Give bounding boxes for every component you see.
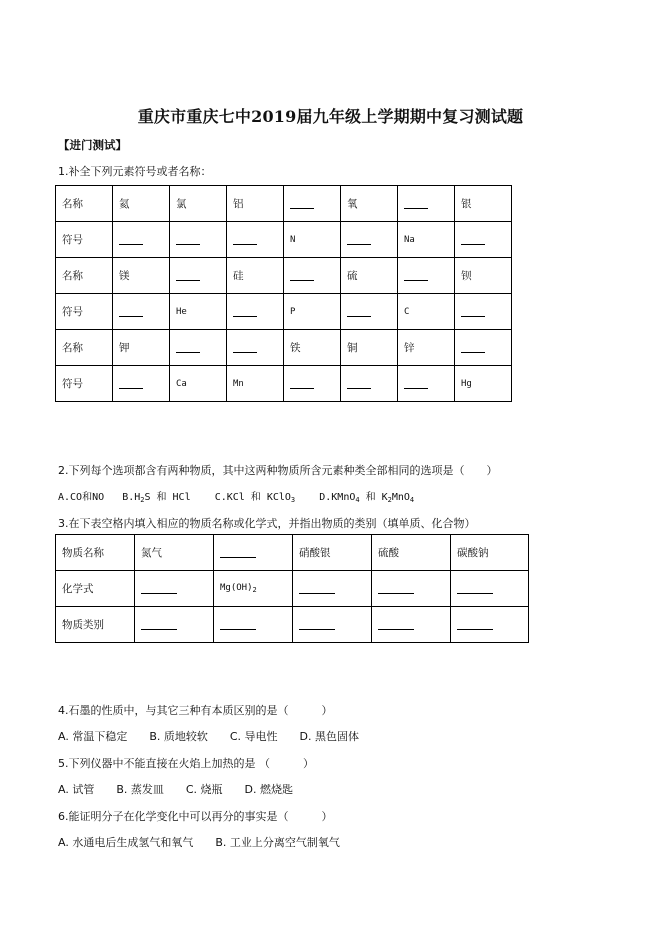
table-cell: 铝 bbox=[227, 186, 284, 222]
table-cell: 符号 bbox=[56, 366, 113, 402]
fill-blank[interactable] bbox=[119, 377, 143, 389]
substance-table bbox=[55, 534, 529, 643]
table-cell bbox=[398, 258, 455, 294]
table-cell bbox=[451, 571, 529, 607]
fill-blank[interactable] bbox=[141, 618, 177, 630]
table-row bbox=[56, 186, 512, 222]
table-cell bbox=[135, 607, 214, 643]
fill-blank[interactable] bbox=[233, 305, 257, 317]
q2-options bbox=[58, 488, 414, 504]
table-cell: 符号 bbox=[56, 222, 113, 258]
fill-blank[interactable] bbox=[290, 197, 314, 209]
table-cell: 氯 bbox=[170, 186, 227, 222]
fill-blank[interactable] bbox=[176, 269, 200, 281]
fill-blank[interactable] bbox=[176, 341, 200, 353]
table-cell bbox=[455, 222, 512, 258]
q3-prompt: 3.在下表空格内填入相应的物质名称或化学式，并指出物质的类别（填单质、化合物） bbox=[58, 517, 476, 530]
table-cell bbox=[227, 294, 284, 330]
table-cell bbox=[135, 571, 214, 607]
table-cell: 铜 bbox=[341, 330, 398, 366]
table-cell: $Mg(OH)_2$ bbox=[214, 571, 293, 607]
fill-blank[interactable] bbox=[290, 269, 314, 281]
fill-blank[interactable] bbox=[404, 197, 428, 209]
fill-blank[interactable] bbox=[119, 305, 143, 317]
table-cell bbox=[113, 222, 170, 258]
fill-blank[interactable] bbox=[299, 582, 335, 594]
table-cell bbox=[455, 294, 512, 330]
table-cell bbox=[170, 330, 227, 366]
fill-blank[interactable] bbox=[461, 233, 485, 245]
element-table bbox=[55, 185, 512, 402]
table-cell: 物质类别 bbox=[56, 607, 135, 643]
fill-blank[interactable] bbox=[119, 233, 143, 245]
table-cell bbox=[284, 366, 341, 402]
fill-blank[interactable] bbox=[220, 546, 256, 558]
table-cell: 名称 bbox=[56, 186, 113, 222]
table-cell: 氮气 bbox=[135, 535, 214, 571]
table-cell: He bbox=[170, 294, 227, 330]
table-cell: 硫酸 bbox=[372, 535, 451, 571]
table-row bbox=[56, 366, 512, 402]
q5-options: A. 试管 B. 蒸发皿 C. 烧瓶 D. 燃烧匙 bbox=[58, 783, 294, 796]
table-cell: 氦 bbox=[113, 186, 170, 222]
table-cell bbox=[341, 222, 398, 258]
fill-blank[interactable] bbox=[347, 377, 371, 389]
fill-blank[interactable] bbox=[461, 341, 485, 353]
table-cell: P bbox=[284, 294, 341, 330]
q1-prompt: 1.补全下列元素符号或者名称： bbox=[58, 165, 212, 178]
table-row bbox=[56, 607, 529, 643]
table-cell bbox=[451, 607, 529, 643]
table-cell: 钡 bbox=[455, 258, 512, 294]
page-title: 重庆市重庆七中2019届九年级上学期期中复习测试题 bbox=[137, 107, 524, 126]
table-cell bbox=[372, 607, 451, 643]
table-cell bbox=[113, 366, 170, 402]
table-row bbox=[56, 222, 512, 258]
fill-blank[interactable] bbox=[461, 305, 485, 317]
table-cell bbox=[227, 222, 284, 258]
q2-option-c: C.KCl 和 KClO$_3$ bbox=[214, 492, 296, 504]
table-cell: 化学式 bbox=[56, 571, 135, 607]
table-cell bbox=[398, 186, 455, 222]
table-cell bbox=[341, 366, 398, 402]
q2-option-d: D.KMnO$_4$ 和 $K_2MnO_4$ bbox=[319, 492, 415, 504]
table-cell: C bbox=[398, 294, 455, 330]
table-row bbox=[56, 535, 529, 571]
q4-prompt: 4.石墨的性质中，与其它三种有本质区别的是（ ） bbox=[58, 704, 333, 717]
fill-blank[interactable] bbox=[220, 618, 256, 630]
table-cell: Na bbox=[398, 222, 455, 258]
table-cell bbox=[293, 607, 372, 643]
fill-blank[interactable] bbox=[378, 618, 414, 630]
table-cell bbox=[113, 294, 170, 330]
table-cell: 碳酸钠 bbox=[451, 535, 529, 571]
table-cell: 氧 bbox=[341, 186, 398, 222]
table-cell: 铁 bbox=[284, 330, 341, 366]
fill-blank[interactable] bbox=[378, 582, 414, 594]
table-cell bbox=[293, 571, 372, 607]
q6-prompt: 6.能证明分子在化学变化中可以再分的事实是（ ） bbox=[58, 810, 333, 823]
fill-blank[interactable] bbox=[457, 618, 493, 630]
table-cell: 硫 bbox=[341, 258, 398, 294]
table-cell: Ca bbox=[170, 366, 227, 402]
q5-prompt: 5.下列仪器中不能直接在火焰上加热的是 （ ） bbox=[58, 757, 314, 770]
fill-blank[interactable] bbox=[233, 233, 257, 245]
table-cell: N bbox=[284, 222, 341, 258]
table-row bbox=[56, 571, 529, 607]
q2-option-b: $B.H_2S$ 和 HCl bbox=[122, 492, 191, 504]
fill-blank[interactable] bbox=[233, 341, 257, 353]
fill-blank[interactable] bbox=[141, 582, 177, 594]
table-cell bbox=[398, 366, 455, 402]
table-cell: 符号 bbox=[56, 294, 113, 330]
fill-blank[interactable] bbox=[347, 305, 371, 317]
table-cell: 名称 bbox=[56, 330, 113, 366]
q2-prompt: 2.下列每个选项都含有两种物质，其中这两种物质所含元素种类全部相同的选项是（ ） bbox=[58, 464, 498, 477]
table-row bbox=[56, 330, 512, 366]
q6-options: A. 水通电后生成氢气和氧气 B. 工业上分离空气制氧气 bbox=[58, 836, 340, 849]
fill-blank[interactable] bbox=[176, 233, 200, 245]
fill-blank[interactable] bbox=[404, 377, 428, 389]
table-cell bbox=[372, 571, 451, 607]
table-cell: 镁 bbox=[113, 258, 170, 294]
table-cell bbox=[455, 330, 512, 366]
fill-blank[interactable] bbox=[404, 269, 428, 281]
fill-blank[interactable] bbox=[299, 618, 335, 630]
table-cell bbox=[170, 258, 227, 294]
table-cell bbox=[214, 607, 293, 643]
q2-option-a: A.CO和NO bbox=[58, 492, 105, 503]
table-cell: 名称 bbox=[56, 258, 113, 294]
table-cell: 钾 bbox=[113, 330, 170, 366]
table-cell: 物质名称 bbox=[56, 535, 135, 571]
q4-options: A. 常温下稳定 B. 质地较软 C. 导电性 D. 黑色固体 bbox=[58, 730, 359, 743]
table-cell: Hg bbox=[455, 366, 512, 402]
fill-blank[interactable] bbox=[347, 233, 371, 245]
table-row bbox=[56, 258, 512, 294]
table-cell bbox=[341, 294, 398, 330]
table-cell bbox=[170, 222, 227, 258]
table-cell: 硅 bbox=[227, 258, 284, 294]
fill-blank[interactable] bbox=[457, 582, 493, 594]
table-cell bbox=[227, 330, 284, 366]
table-cell bbox=[284, 258, 341, 294]
table-cell bbox=[284, 186, 341, 222]
table-cell: 硝酸银 bbox=[293, 535, 372, 571]
table-cell bbox=[214, 535, 293, 571]
table-cell: 银 bbox=[455, 186, 512, 222]
fill-blank[interactable] bbox=[290, 377, 314, 389]
table-cell: 锌 bbox=[398, 330, 455, 366]
section-header: 【进门测试】 bbox=[58, 138, 127, 152]
table-row bbox=[56, 294, 512, 330]
table-cell: Mn bbox=[227, 366, 284, 402]
